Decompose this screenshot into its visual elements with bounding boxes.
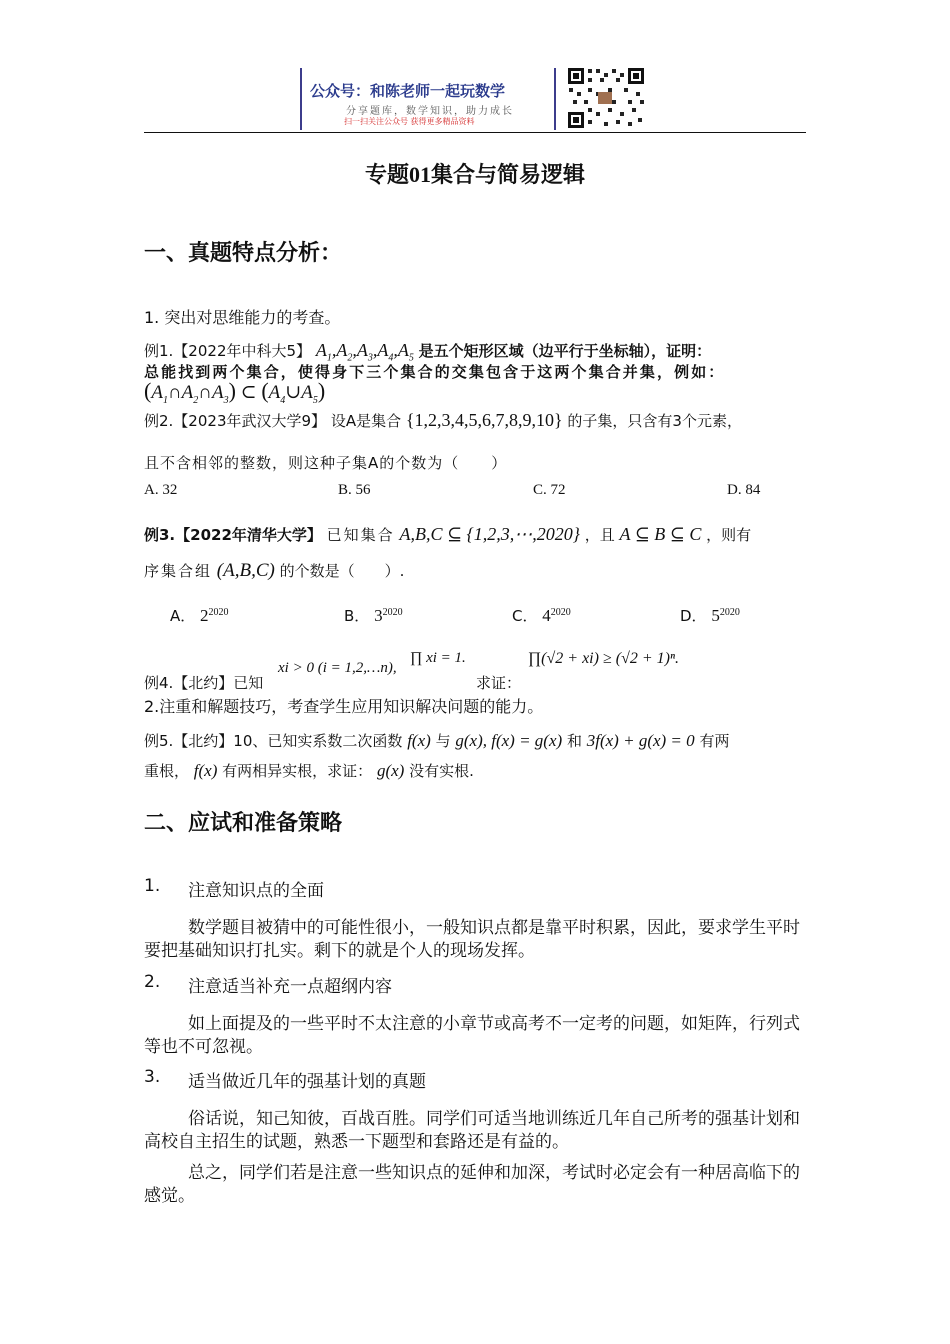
example-text: ，且 [584, 526, 615, 544]
banner-divider [554, 68, 556, 130]
strategy-item-1-number: 1. [144, 876, 161, 896]
example-label: 例2.【2023年武汉大学9】 [144, 412, 327, 430]
example-5: 例5.【北约】10、已知实系数二次函数 f(x) 与 g(x), f(x) = g(x) 和 3f(x) + g(x) = 0 有两 [144, 731, 730, 750]
point-2: 2.注重和解题技巧，考查学生应用知识解决问题的能力。 [144, 697, 544, 716]
math-set: {1,2,3,4,5,6,7,8,9,10} [405, 410, 563, 430]
example-text: 的子集，只含有3个元素， [567, 412, 742, 430]
strategy-item-2-number: 2. [144, 972, 161, 992]
math-product: ∏ xi = 1. [410, 650, 466, 666]
example-text: 总能找到两个集合，使得身下三个集合的交集包含于这两个集合并集，例如： [144, 363, 726, 381]
example-text: 且不含相邻的整数，则这种子集A的个数为（ ） [144, 454, 508, 472]
banner-divider [300, 68, 302, 130]
example-text: 已知集合 [326, 526, 395, 544]
option-a: A． $2^{2020}$ [170, 606, 229, 625]
page-title: 专题01集合与简易逻辑 [364, 162, 585, 187]
example-text: 的个数是（ ）. [279, 562, 405, 580]
banner-subtitle: 分享题库，数学知识，助力成长 [346, 106, 514, 117]
example-2 [144, 410, 742, 431]
strategy-item-2-paragraph: 如上面提及的一些平时不太注意的小章节或高考不一定考的问题，如矩阵，行列式等也不可忽视。 [144, 1014, 800, 1057]
section-heading: 一、真题特点分析： [144, 241, 343, 266]
option-b: B. 56 [338, 482, 371, 498]
math-equation: 3f(x) + g(x) = 0 [586, 731, 695, 750]
math-inequality: ∏(√2 + xi) ≥ (√2 + 1)ⁿ. [528, 650, 680, 667]
banner-title: 公众号：和陈老师一起玩数学 [310, 82, 506, 100]
math-g: g(x) [376, 761, 405, 780]
strategy-item-3-paragraph: 俗话说，知己知彼，百战百胜。同学们可适当地训练近几年自己所考的强基计划和高校自主招生的试题，熟悉一下题型和套路还是有益的。 [144, 1109, 800, 1152]
qr-code-icon [566, 66, 646, 130]
strategy-item-1-title: 注意知识点的全面 [188, 881, 324, 901]
example-label: 例5.【北约】10、已知实系数二次函数 [144, 732, 403, 750]
example-5-line-2: 重根， f(x) 有两相异实根，求证： g(x) 没有实根. [144, 761, 474, 780]
option-b: B． $3^{2020}$ [344, 606, 403, 625]
math-f: f(x) [407, 731, 431, 750]
math-f: f(x) [193, 761, 218, 780]
math-condition: xi > 0 (i = 1,2,…n), [278, 660, 397, 676]
option-c: C. 72 [533, 482, 566, 498]
math-tuple: (A,B,C) [216, 560, 275, 581]
section-heading: 二、应试和准备策略 [144, 811, 343, 836]
option-d: D． $5^{2020}$ [680, 606, 740, 625]
example-text: 是五个矩形区域（边平行于坐标轴），证明： [418, 342, 712, 360]
strategy-item-2-title: 注意适当补充一点超纲内容 [188, 977, 392, 997]
example-text: 设A是集合 [330, 412, 402, 430]
example-3-line-2 [144, 560, 404, 582]
example-text: 求证： [476, 674, 522, 692]
header-banner [300, 66, 650, 132]
banner-slogan: 扫一扫关注公众号 获得更多精品资料 [344, 117, 475, 126]
example-text: ，则有 [706, 526, 752, 544]
header-rule [144, 132, 806, 133]
math-condition: A ⊆ B ⊆ C [619, 524, 702, 544]
example-3 [144, 524, 751, 545]
example-text: 序集合组 [144, 562, 213, 580]
example-label: 例4.【北约】已知 [144, 674, 264, 692]
math-example: $(A_1\cap A_2\cap A_3)$ ⊂ $(A_4\cup A_5)$ [144, 378, 326, 406]
example-label: 例1.【2022年中科大5】 [144, 342, 312, 360]
strategy-item-3-title: 适当做近几年的强基计划的真题 [188, 1072, 426, 1092]
example-label: 例3.【2022年清华大学】 [144, 526, 322, 544]
option-a: A. 32 [144, 482, 178, 498]
point-1: 1. 突出对思维能力的考查。 [144, 308, 341, 327]
strategy-item-3-number: 3. [144, 1067, 161, 1087]
conclusion-paragraph: 总之，同学们若是注意一些知识点的延伸和加深，考试时必定会有一种居高临下的感觉。 [144, 1163, 800, 1206]
math-set: A,B,C ⊆ {1,2,3,⋯,2020} [399, 524, 580, 544]
option-c: C． $4^{2020}$ [512, 606, 571, 625]
option-d: D. 84 [727, 482, 761, 498]
strategy-item-1-paragraph: 数学题目被猜中的可能性很小，一般知识点都是靠平时积累，因此，要求学生平时要把基础知识打扎实。剩下的就是个人的现场发挥。 [144, 918, 800, 961]
math-condition: g(x), f(x) = g(x) [455, 731, 563, 750]
math-set-list: $A_1,A_2,A_3,A_4,A_5$ [315, 340, 414, 364]
